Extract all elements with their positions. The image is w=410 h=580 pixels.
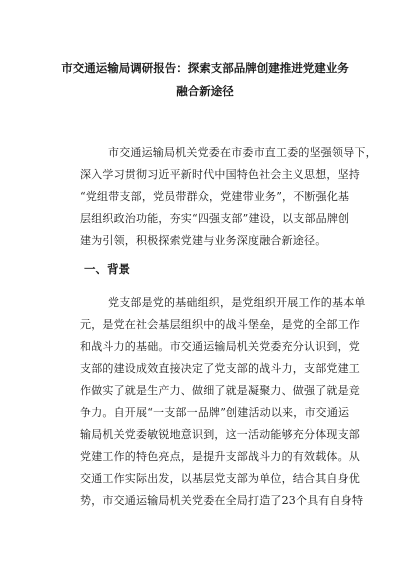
intro-paragraph-line: 市交通运输局机关党委在市委市直工委的坚强领导下，	[108, 146, 377, 159]
section1-paragraph-line: 支部的建设成效直接决定了党支部的战斗力，支部党建工	[80, 362, 360, 375]
section1-paragraph-line: 元，是党在社会基层组织中的战斗堡垒，是党的全部工作	[80, 318, 360, 331]
section1-paragraph-line: 作做实了就是生产力、做细了就是凝聚力、做强了就是竞	[80, 384, 360, 397]
document-title-line-1: 市交通运输局调研报告：探索支部品牌创建推进党建业务	[61, 61, 349, 75]
intro-paragraph-line: 层组织政治功能，夯实“四强支部”建设，以支部品牌创	[80, 212, 350, 225]
section1-paragraph-line: 输局机关党委敏锐地意识到，这一活动能够充分体现支部	[80, 428, 360, 441]
section1-paragraph-line: 党建工作的特色亮点，是提升支部战斗力的有效载体。从	[80, 450, 360, 463]
section-heading-background: 一、背景	[84, 262, 130, 276]
section1-paragraph-line: 争力。自开展“一支部一品牌”创建活动以来，市交通运	[80, 406, 350, 419]
document-title-line-2: 融合新途径	[176, 84, 234, 98]
section1-paragraph-line: 党支部是党的基础组织，是党组织开展工作的基本单	[108, 296, 366, 309]
intro-paragraph-line: 建为引领，积极探索党建与业务深度融合新途径。	[80, 234, 327, 247]
intro-paragraph-line: “党组带支部，党员带群众，党建带业务”，不断强化基	[80, 190, 350, 203]
section1-paragraph-line: 和战斗力的基础。市交通运输局机关党委充分认识到，党	[80, 340, 360, 353]
intro-paragraph-line: 深入学习贯彻习近平新时代中国特色社会主义思想，坚持	[80, 168, 360, 181]
section1-paragraph-line: 势，市交通运输局机关党委在全局打造了23个具有自身特	[80, 494, 364, 507]
section1-paragraph-line: 交通工作实际出发，以基层党支部为单位，结合其自身优	[80, 472, 360, 485]
